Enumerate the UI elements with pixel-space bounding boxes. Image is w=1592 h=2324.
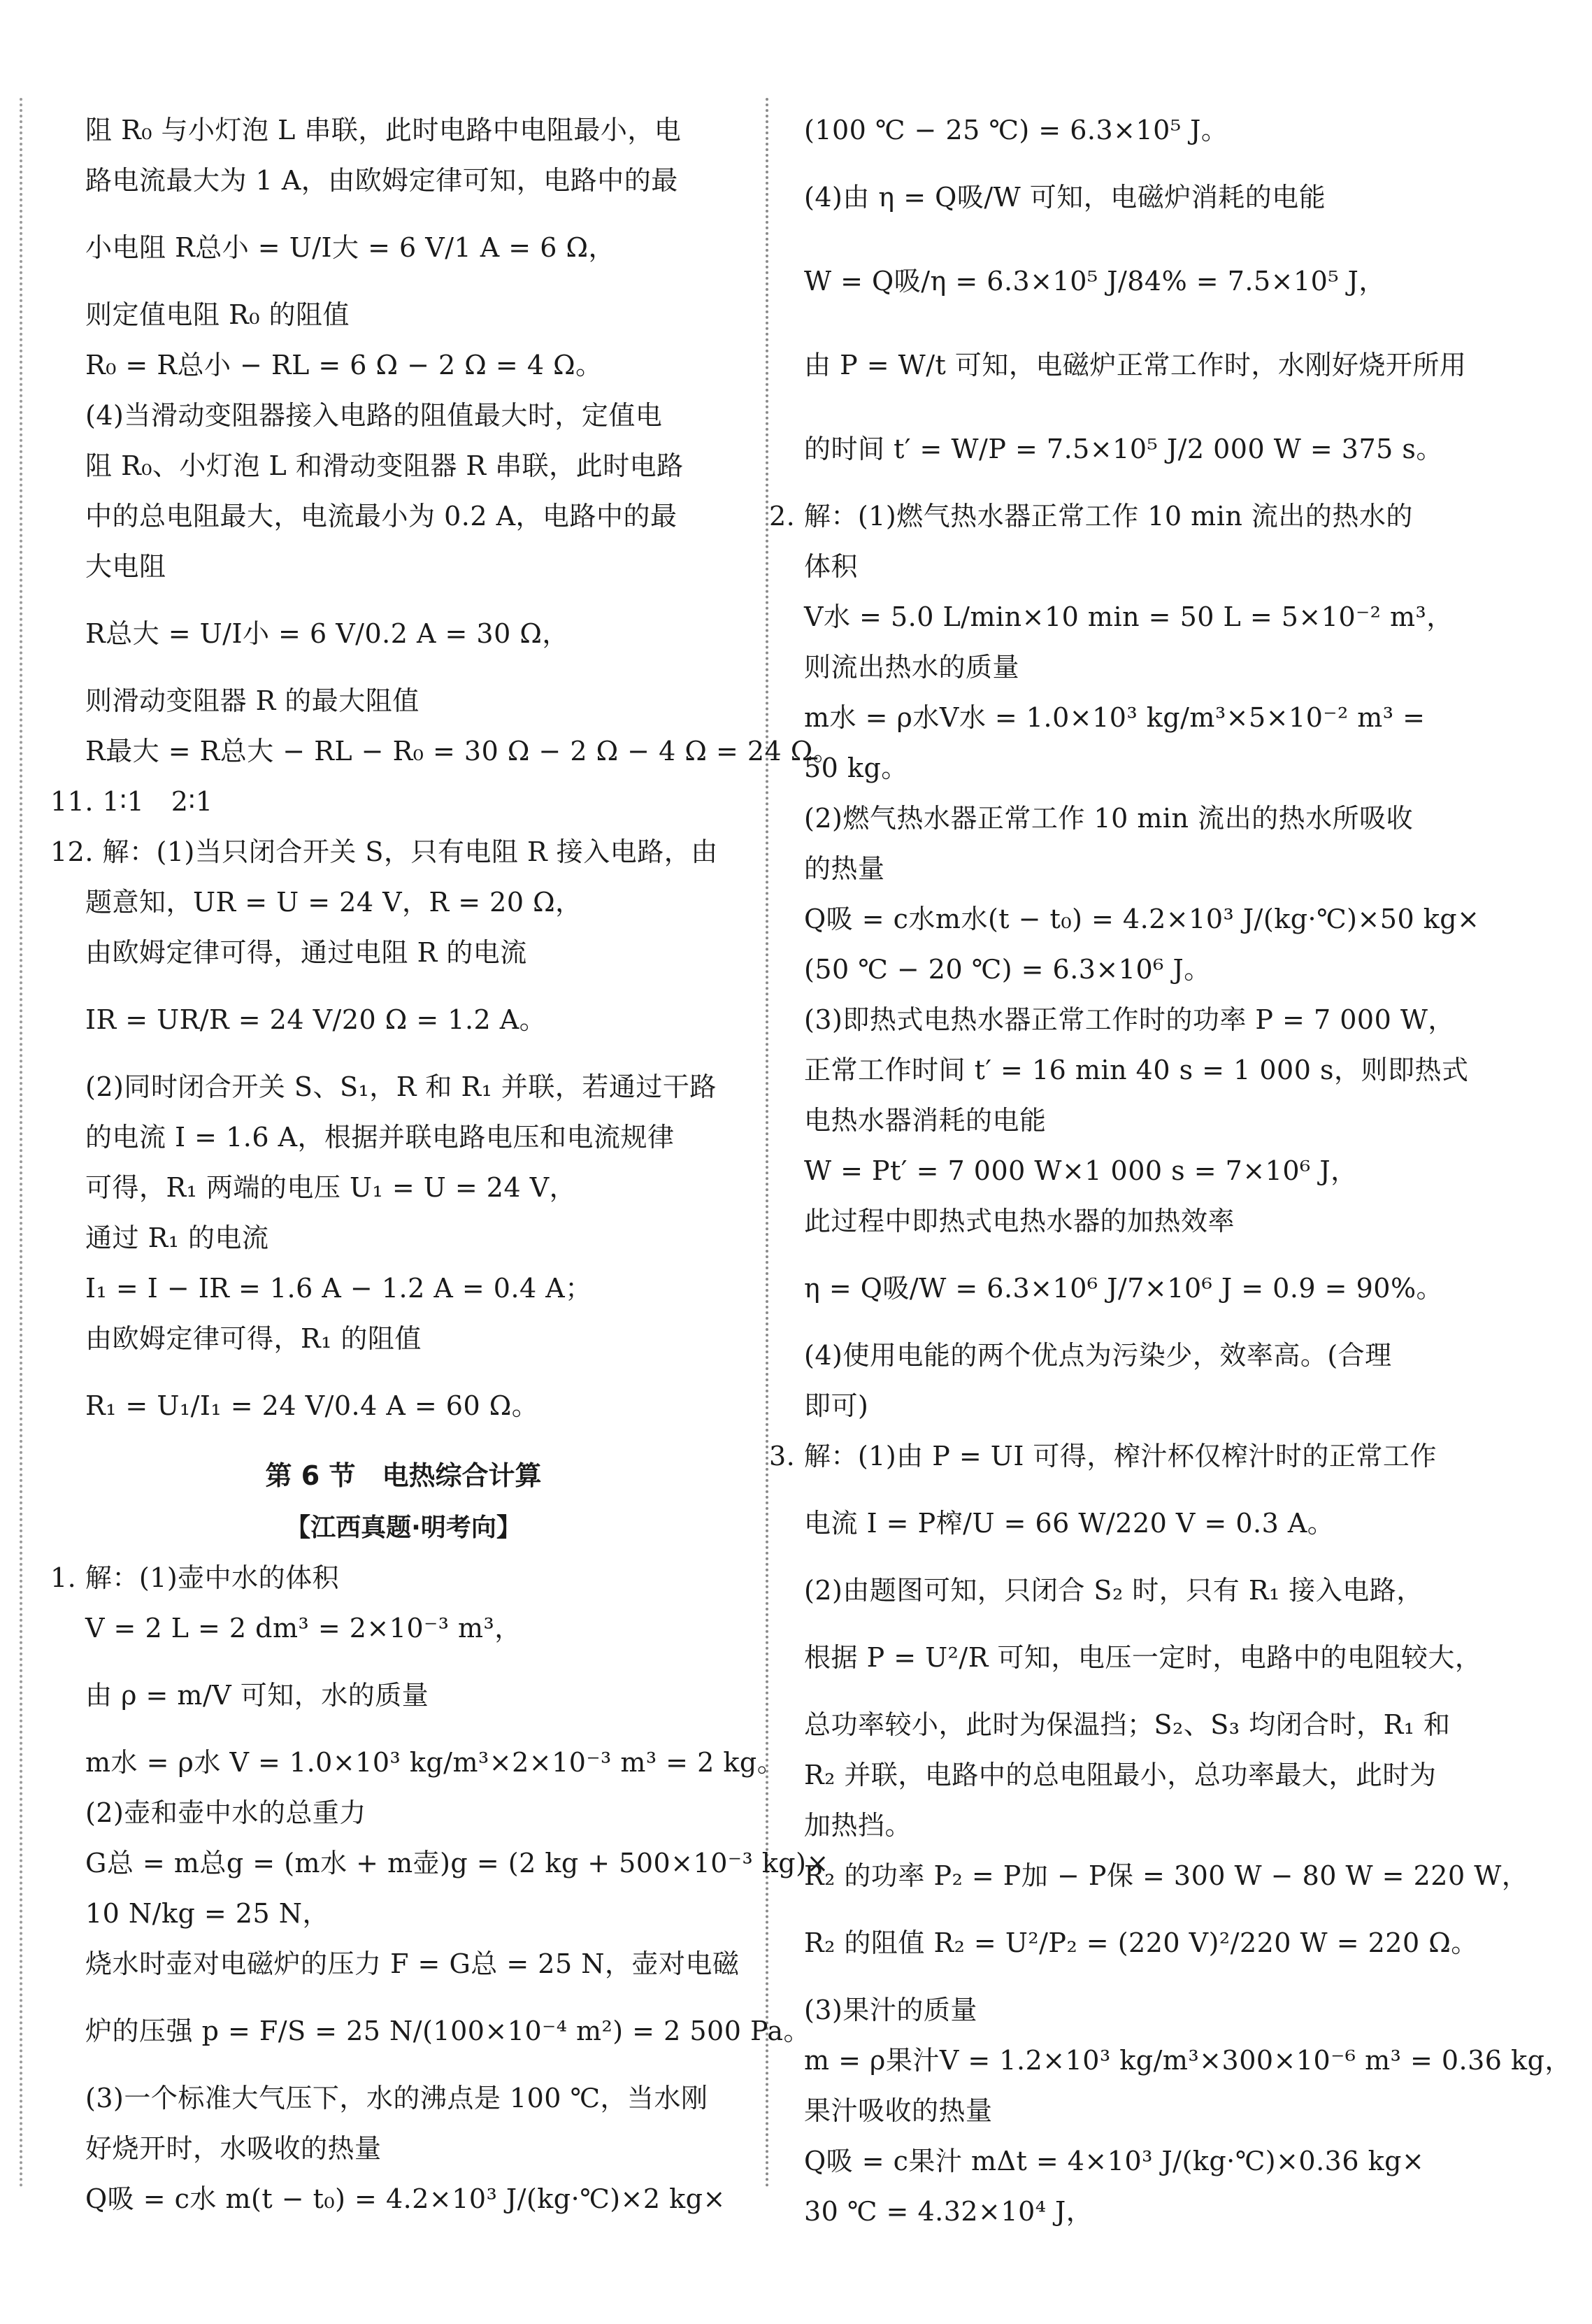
left-column-line: 由欧姆定律可得，R₁ 的阻值 [85, 1323, 422, 1354]
right-column-line: 果汁吸收的热量 [804, 2095, 993, 2126]
left-column-line: R₁ = U₁/I₁ = 24 V/0.4 A = 60 Ω。 [85, 1390, 539, 1421]
right-column-line: V水 = 5.0 L/min×10 min = 50 L = 5×10⁻² m³， [804, 601, 1454, 632]
right-column-line: η = Q吸/W = 6.3×10⁶ J/7×10⁶ J = 0.9 = 90%。 [804, 1273, 1444, 1304]
right-column-line: m = ρ果汁V = 1.2×10³ kg/m³×300×10⁻⁶ m³ = 0.36 kg， [804, 2045, 1572, 2076]
left-column-line: 【江西真题·明考向】 [285, 1513, 522, 1542]
right-column-line: W = Q吸/η = 6.3×10⁵ J/84% = 7.5×10⁵ J， [804, 266, 1386, 297]
left-column-line: 大电阻 [85, 551, 166, 582]
right-column-line: (2)由题图可知，只闭合 S₂ 时，只有 R₁ 接入电路， [804, 1575, 1424, 1606]
left-column-line: 炉的压强 p = F/S = 25 N/(100×10⁻⁴ m²) = 2 500 Pa。 [85, 2016, 810, 2046]
right-column-line: (2)燃气热水器正常工作 10 min 流出的热水所吸收 [804, 803, 1414, 834]
right-column-line: 电流 I = P榨/U = 66 W/220 V = 0.3 A。 [804, 1508, 1335, 1539]
right-column-line: 3. 解：(1)由 P = UI 可得，榨汁杯仅榨汁时的正常工作 [769, 1441, 1437, 1471]
left-column-line: 1. 解：(1)壶中水的体积 [50, 1562, 340, 1593]
left-column-line: G总 = m总g = (m水 + m壶)g = (2 kg + 500×10⁻³ kg)× [85, 1848, 829, 1879]
left-column-line: 阻 R₀、小灯泡 L 和滑动变阻器 R 串联，此时电路 [85, 450, 684, 481]
left-column-line: 题意知，UR = U = 24 V，R = 20 Ω， [85, 887, 582, 918]
right-column-line: 根据 P = U²/R 可知，电压一定时，电路中的电阻较大， [804, 1642, 1482, 1673]
left-column-line: 中的总电阻最大，电流最小为 0.2 A，电路中的最 [85, 501, 677, 532]
left-column-line: 的电流 I = 1.6 A，根据并联电路电压和电流规律 [85, 1122, 675, 1153]
left-column-line: 则定值电阻 R₀ 的阻值 [85, 299, 350, 330]
left-column-line: Q吸 = c水 m(t − t₀) = 4.2×10³ J/(kg·℃)×2 kg× [85, 2183, 726, 2214]
left-column-line: 10 N/kg = 25 N， [85, 1898, 330, 1929]
left-column-line: V = 2 L = 2 dm³ = 2×10⁻³ m³， [85, 1613, 522, 1644]
right-column-line: 加热挡。 [804, 1810, 912, 1841]
left-column-line: IR = UR/R = 24 V/20 Ω = 1.2 A。 [85, 1004, 547, 1035]
left-column-line: 则滑动变阻器 R 的最大阻值 [85, 685, 419, 716]
left-column-line: 通过 R₁ 的电流 [85, 1222, 269, 1253]
left-column-line: 12. 解：(1)当只闭合开关 S，只有电阻 R 接入电路，由 [50, 836, 718, 867]
left-column-line: 阻 R₀ 与小灯泡 L 串联，此时电路中电阻最小，电 [85, 115, 682, 145]
left-column-line: (4)当滑动变阻器接入电路的阻值最大时，定值电 [85, 400, 663, 431]
right-column-line: m水 = ρ水V水 = 1.0×10³ kg/m³×5×10⁻² m³ = [804, 702, 1426, 733]
right-column-line: 的时间 t′ = W/P = 7.5×10⁵ J/2 000 W = 375 s。 [804, 434, 1443, 464]
right-column-line: (50 ℃ − 20 ℃) = 6.3×10⁶ J。 [804, 954, 1211, 985]
left-column-line: 好烧开时，水吸收的热量 [85, 2133, 382, 2164]
right-column-line: 此过程中即热式电热水器的加热效率 [804, 1206, 1235, 1236]
right-column-line: 即可) [804, 1390, 869, 1421]
left-column-line: 小电阻 R总小 = U/I大 = 6 V/1 A = 6 Ω， [85, 232, 615, 263]
right-column-line: (3)果汁的质量 [804, 1995, 977, 2025]
right-column-line: 2. 解：(1)燃气热水器正常工作 10 min 流出的热水的 [769, 501, 1413, 532]
right-column-line: 50 kg。 [804, 753, 908, 783]
right-column-line: R₂ 并联，电路中的总电阻最小，总功率最大，此时为 [804, 1760, 1437, 1790]
right-column-line: 体积 [804, 551, 859, 582]
left-column-line: 烧水时壶对电磁炉的压力 F = G总 = 25 N，壶对电磁 [85, 1948, 740, 1979]
right-column-line: 由 P = W/t 可知，电磁炉正常工作时，水刚好烧开所用 [804, 350, 1467, 380]
right-column-line: 则流出热水的质量 [804, 652, 1020, 683]
left-column-line: I₁ = I − IR = 1.6 A − 1.2 A = 0.4 A； [85, 1273, 592, 1304]
left-column-line: R₀ = R总小 − RL = 6 Ω − 2 Ω = 4 Ω。 [85, 350, 603, 380]
right-column-line: 30 ℃ = 4.32×10⁴ J， [804, 2196, 1093, 2227]
right-column-line: R₂ 的阻值 R₂ = U²/P₂ = (220 V)²/220 W = 220 Ω。 [804, 1927, 1478, 1958]
left-column-line: R最大 = R总大 − RL − R₀ = 30 Ω − 2 Ω − 4 Ω = 24 Ω。 [85, 736, 840, 767]
right-column-line: (100 ℃ − 25 ℃) = 6.3×10⁵ J。 [804, 115, 1228, 145]
right-column-line: 的热量 [804, 853, 885, 884]
left-column-line: (2)同时闭合开关 S、S₁，R 和 R₁ 并联，若通过干路 [85, 1071, 717, 1102]
right-column-line: W = Pt′ = 7 000 W×1 000 s = 7×10⁶ J， [804, 1155, 1358, 1186]
left-column-line: 11. 1∶1 2∶1 [50, 786, 213, 817]
left-column-line: 可得，R₁ 两端的电压 U₁ = U = 24 V， [85, 1172, 577, 1203]
left-column-line: R总大 = U/I小 = 6 V/0.2 A = 30 Ω， [85, 618, 569, 649]
right-column-line: R₂ 的功率 P₂ = P加 − P保 = 300 W − 80 W = 220 W， [804, 1860, 1529, 1891]
right-column-line: (4)由 η = Q吸/W 可知，电磁炉消耗的电能 [804, 182, 1326, 213]
left-column-line: 路电流最大为 1 A，由欧姆定律可知，电路中的最 [85, 165, 678, 196]
left-column-line: (2)壶和壶中水的总重力 [85, 1797, 366, 1828]
right-column-line: (4)使用电能的两个优点为污染少，效率高。(合理 [804, 1340, 1392, 1371]
right-column [769, 105, 1572, 2237]
right-column-line: 电热水器消耗的电能 [804, 1105, 1047, 1136]
left-column-line: 由 ρ = m/V 可知，水的质量 [85, 1680, 429, 1711]
right-column-line: Q吸 = c水m水(t − t₀) = 4.2×10³ J/(kg·℃)×50 kg× [804, 904, 1480, 934]
left-column-line: m水 = ρ水 V = 1.0×10³ kg/m³×2×10⁻³ m³ = 2 kg。 [85, 1747, 784, 1778]
left-column-line: 第 6 节 电热综合计算 [265, 1460, 542, 1491]
right-column-line: (3)即热式电热水器正常工作时的功率 P = 7 000 W， [804, 1004, 1455, 1035]
left-column-line: 由欧姆定律可得，通过电阻 R 的电流 [85, 937, 527, 968]
binding-margin-line [20, 98, 22, 2189]
left-column-line: (3)一个标准大气压下，水的沸点是 100 ℃，当水刚 [85, 2083, 708, 2113]
right-column-line: 总功率较小，此时为保温挡；S₂、S₃ 均闭合时，R₁ 和 [804, 1709, 1451, 1740]
right-column-line: Q吸 = c果汁 mΔt = 4×10³ J/(kg·℃)×0.36 kg× [804, 2146, 1425, 2176]
right-column-line: 正常工作时间 t′ = 16 min 40 s = 1 000 s，则即热式 [804, 1055, 1469, 1085]
